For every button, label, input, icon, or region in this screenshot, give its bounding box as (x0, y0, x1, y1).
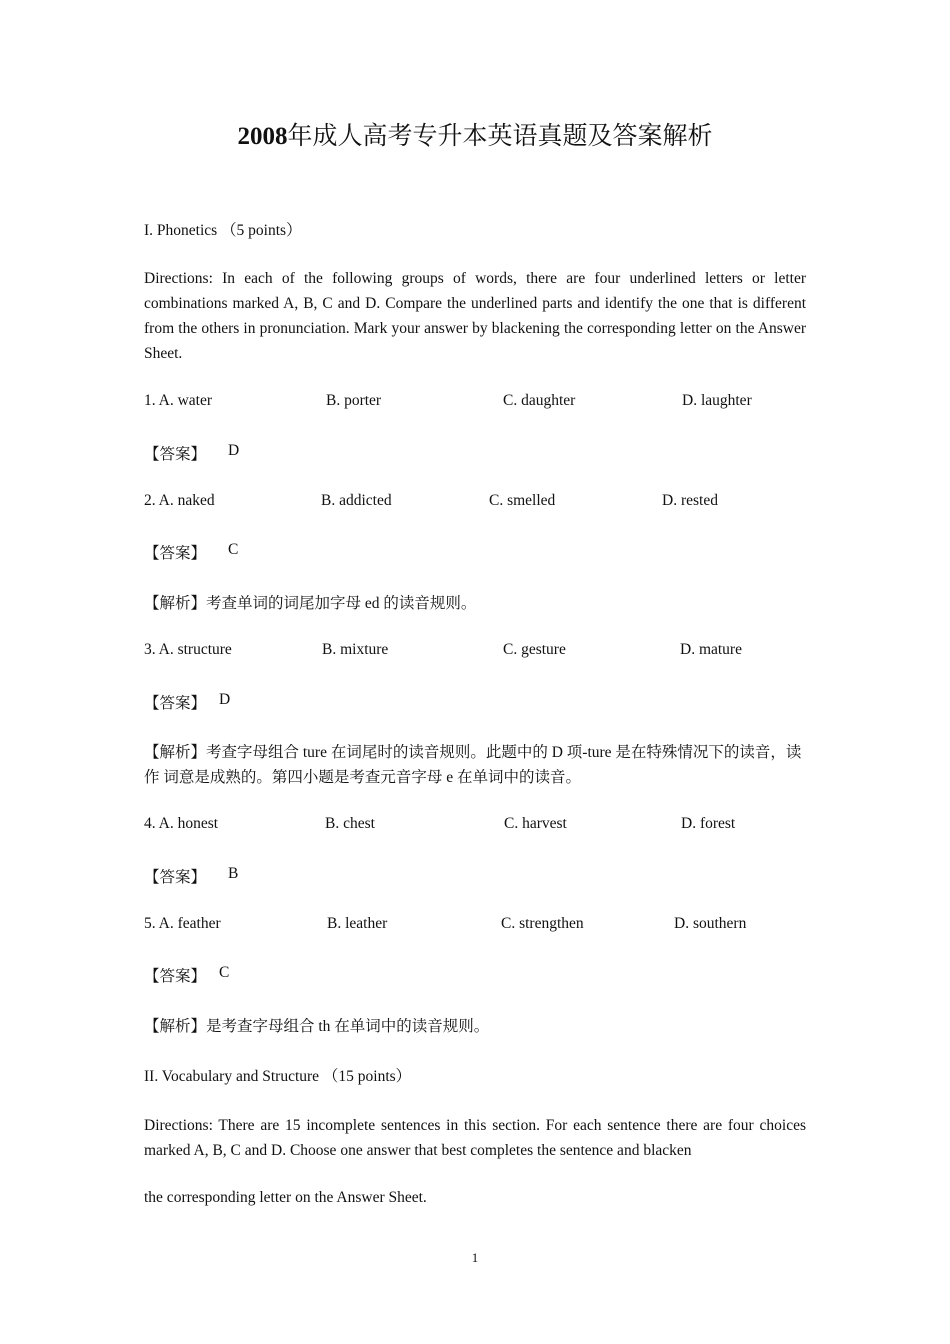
q4-answer: B (228, 865, 239, 882)
page-title (0, 116, 950, 152)
page-number: 1 (471, 1250, 479, 1265)
q3-answer-label: 【答案】 (144, 695, 207, 712)
section2-heading: II. Vocabulary and Structure （15 points） (144, 1068, 412, 1085)
q1-option-c: C. daughter (503, 392, 576, 409)
q5-option-a: 5. A. feather (144, 915, 221, 932)
q4-option-d: D. forest (681, 815, 736, 832)
q4-option-a: 4. A. honest (144, 815, 219, 832)
q4-option-b: B. chest (325, 815, 375, 832)
section2-directions: Directions: There are 15 incomplete sentences in this section. For each sentence there are four choices marked A, B, C and D. Choose one answer that best completes the sentence and blacken (144, 1117, 806, 1159)
q2-option-b: B. addicted (321, 492, 392, 509)
q3-option-a: 3. A. structure (144, 641, 232, 658)
q2-option-a: 2. A. naked (144, 492, 215, 509)
q1-option-a: 1. A. water (144, 392, 213, 409)
q3-option-c: C. gesture (503, 641, 566, 658)
q3-option-b: B. mixture (322, 641, 389, 658)
q4-answer-label: 【答案】 (144, 869, 207, 886)
q1-answer-label: 【答案】 (144, 446, 207, 463)
q5-answer: C (219, 964, 230, 981)
q3-option-d: D. mature (680, 641, 742, 658)
q3-answer: D (219, 691, 231, 708)
q5-option-d: D. southern (674, 915, 747, 932)
q5-answer-label: 【答案】 (144, 968, 207, 985)
q5-option-c: C. strengthen (501, 915, 584, 932)
title-text: 年成人高考专升本英语真题及答案解析 (287, 123, 713, 150)
section1-directions: Directions: In each of the following groups of words, there are four underlined letters or letter combinations marked A, B, C and D. Compare the underlined parts and identify the one that is different from the others in pronunciation. Mark your answer by blackening the corresponding letter on the Answer Sheet. (144, 270, 806, 362)
q1-option-d: D. laughter (682, 392, 752, 409)
section2-directions-cont: the corresponding letter on the Answer Sheet. (144, 1189, 427, 1206)
title-year: 2008 (237, 123, 288, 150)
q2-answer: C (228, 541, 239, 558)
section1-heading: I. Phonetics （5 points） (144, 222, 302, 239)
q2-option-c: C. smelled (489, 492, 556, 509)
q1-answer: D (228, 442, 240, 459)
q1-option-b: B. porter (326, 392, 382, 409)
q4-option-c: C. harvest (504, 815, 567, 832)
q2-option-d: D. rested (662, 492, 718, 509)
q5-option-b: B. leather (327, 915, 388, 932)
q5-analysis: 【解析】是考查字母组合 th 在单词中的读音规则。 (144, 1018, 490, 1035)
q3-analysis: 【解析】考查字母组合 ture 在词尾时的读音规则。此题中的 D 项-ture 是在特殊情况下的读音，读作 词意是成熟的。第四小题是考查元音字母 e 在单词中的读音。 (144, 744, 802, 786)
q2-answer-label: 【答案】 (144, 545, 207, 562)
q2-analysis: 【解析】考查单词的词尾加字母 ed 的读音规则。 (144, 595, 477, 612)
